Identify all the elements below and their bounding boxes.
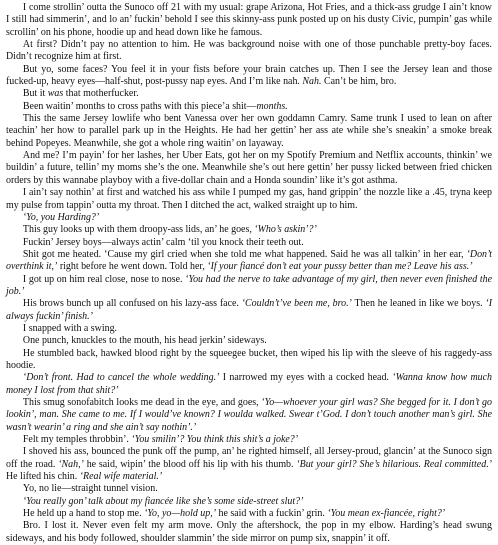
text-run: Shit got me heated. ‘Cause my girl cried when she told me what happened. Said he was all talkin’ in her ear,: [22, 248, 467, 260]
italic-text: ‘Yo, you Harding?’: [22, 211, 100, 223]
text-run: Been waitin’ months to cross paths with this piece’a shit—: [22, 100, 257, 112]
italic-text: ‘You really gon’ talk about my fiancée like she’s some side-street slut?’: [22, 495, 304, 507]
text-run: Fuckin’ Jersey boys—always actin’ calm ‘til you knock their teeth out.: [22, 236, 304, 248]
paragraph: [6, 101, 492, 113]
italic-text: ‘But your girl? She’s hilarious. Real committed.’: [296, 458, 492, 470]
italic-text: ‘Don’t overthink it,’: [6, 248, 492, 273]
text-run: He held up a hand to stop me.: [22, 508, 145, 520]
italic-text: ‘You mean ex-fiancée, right?’: [327, 508, 446, 520]
italic-text: ‘You smilin’? You think this shit’s a joke?’: [131, 434, 299, 446]
italic-text: ‘Wanna know how much money I lost from that shit?’: [6, 372, 492, 396]
text-run: Bro. I lost it. Never even felt my arm move. Only the aftershock, the pop in my elbow. Harding’s head swung sideways, and his body followed, shoulder slammin’ the side mirror on pump six, snappin’ it off.: [6, 520, 492, 544]
text-run: Then he leaned in like we boys.: [351, 298, 486, 310]
text-run: He lifted his chin.: [6, 471, 80, 483]
italic-text: was: [47, 88, 64, 100]
paragraph: [6, 348, 492, 373]
italic-text: Nah.: [302, 76, 322, 88]
paragraph: [6, 274, 492, 299]
paragraph: [6, 2, 492, 39]
text-run: At first? Didn’t pay no attention to him. He was background noise with one of those punchable pretty-boy faces. Didn’t recognize him at first.: [6, 39, 492, 63]
paragraph: [6, 446, 492, 483]
paragraph: [6, 335, 492, 347]
paragraph: [6, 483, 492, 495]
text-run: His brows bunch up all confused on his lazy-ass face.: [22, 298, 242, 310]
italic-text: months.: [256, 100, 288, 112]
text-run: I got up on him real close, nose to nose.: [22, 273, 186, 285]
paragraph: [6, 88, 492, 100]
text-run: he said with a fuckin’ grin.: [216, 508, 328, 520]
paragraph: [6, 150, 492, 187]
paragraph: [6, 323, 492, 335]
paragraph: [6, 224, 492, 236]
text-run: I come strollin’ outta the Sunoco off 21 with my usual: grape Arizona, Hot Fries, and a thick-ass grudge I ain’t know I still had simmerin’, and lo an’ fuckin’ behold I see this skinny-ass punk posted up on his dusty Civic, pumpin’ gas while scrollin’ on his phone, hoodie up and head down like he famous.: [6, 2, 492, 38]
text-run: I ain’t say nothin’ at first and watched his ass while I pumped my gas, hand grippin’ the nozzle like a .45, tryna keep my pulse from tappin’ outta my throat. Then I ditched the act, walked straight up to him.: [6, 187, 492, 211]
text-run: But yo, some faces? You feel it in your fists before your brain catches up. Then I see the Jersey lean and those fucked-up, heavy eyes—half-shut, post-pussy nap eyes. And I’m like nah.: [6, 63, 492, 88]
italic-text: ‘I always fuckin’ finish.’: [6, 298, 493, 322]
paragraph: [6, 434, 492, 446]
italic-text: ‘Nah,’: [58, 458, 84, 470]
paragraph: [6, 249, 492, 274]
paragraph: [6, 64, 492, 89]
paragraph: [6, 212, 492, 224]
text-run: This guy looks up with them droopy-ass lids, an’ he goes,: [22, 224, 255, 236]
paragraph: [6, 187, 492, 212]
paragraph: [6, 237, 492, 249]
text-run: I shoved his ass, bounced the punk off the pump, an’ he righted himself, all Jersey-proud, glancin’ at the Sunoco sign off the road.: [6, 446, 492, 470]
text-run: This the same Jersey lowlife who bent Vanessa over her own goddamn Camry. Same trunk I used to lean on after teachin’ her how to parallel park up in the Heights. He had her gettin’ her ass ate while she’s sneakin’ a smoke break behind Popeyes. Meanwhile, she got a whole ring waitin’ on layaway.: [6, 113, 492, 149]
paragraph: [6, 372, 492, 397]
paragraph: [6, 508, 492, 520]
text-run: Yo, no lie—straight tunnel vision.: [22, 483, 158, 495]
text-run: I snapped with a swing.: [22, 322, 118, 334]
paragraph: [6, 39, 492, 64]
italic-text: ‘Who’s askin’?’: [254, 224, 317, 236]
italic-text: ‘Don’t front. Had to cancel the whole wedding.’: [22, 372, 220, 384]
paragraph: [6, 496, 492, 508]
italic-text: ‘Real wife material.’: [79, 471, 163, 483]
paragraph: [6, 298, 492, 323]
text-run: I narrowed my eyes with a cocked head.: [219, 372, 393, 384]
paragraph: [6, 520, 492, 545]
text-run: right before he went down. Told her,: [57, 261, 208, 273]
paragraph: [6, 397, 492, 434]
text-run: One punch, knuckles to the mouth, his head jerkin’ sideways.: [22, 335, 267, 347]
text-run: But it: [22, 88, 48, 100]
text-run: This smug sonofabitch looks me dead in the eye, and goes,: [22, 397, 262, 408]
text-run: that motherfucker.: [63, 88, 139, 100]
text-run: He stumbled back, hawked blood right by the squeegee bucket, then wiped his lip with the sleeve of his raggedy-ass hoodie.: [6, 347, 492, 371]
italic-text: ‘If your fiancé don’t eat your pussy better than me? Leave his ass.’: [207, 261, 473, 273]
text-run: And me? I’m payin’ for her lashes, her Uber Eats, got her on my Spotify Premium and Netflix accounts, thinkin’ we buildin’ a future, tellin’ my moms she’s the one. Meanwhile she’s out here gettin’ her pussy licked between fried chicken orders by this wannabe playboy with a five-dollar chain and a Honda soundin’ like it’s got asthma.: [6, 150, 492, 186]
italic-text: ‘Yo, yo—hold up,’: [144, 508, 217, 520]
italic-text: ‘Couldn’t’ve been me, bro.’: [241, 298, 352, 310]
italic-text: ‘You had the nerve to take advantage of my girl, then never even finished the job.’: [6, 273, 492, 297]
text-run: he said, wipin’ the blood off his lip with his thumb.: [83, 458, 297, 470]
italic-text: ‘Yo—whoever your girl was? She begged for it. I don’t go lookin’, man. She came to me. If I would’ve known? I woulda walked. Swear t’God. I don’t touch another man’s girl. She wasn’t wearin’ a ring and she ain’t say nothin’.’: [6, 397, 492, 433]
text-run: Can’t be him, bro.: [321, 76, 397, 88]
paragraph: [6, 113, 492, 150]
text-run: Felt my temples throbbin’.: [22, 434, 132, 446]
